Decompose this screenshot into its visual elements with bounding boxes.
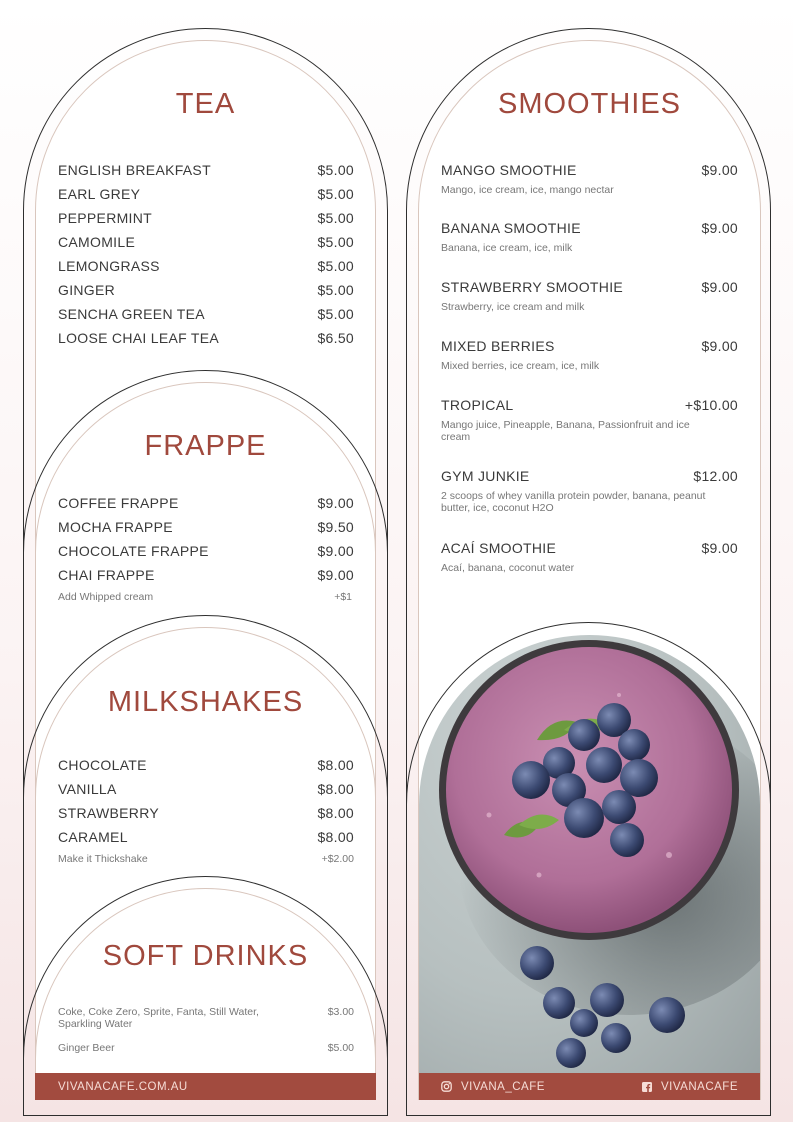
item-name: STRAWBERRY SMOOTHIE <box>441 279 624 295</box>
addon-label: Add Whipped cream <box>58 591 154 603</box>
menu-item <box>58 543 354 559</box>
addon-note <box>58 591 352 603</box>
item-description: Mango juice, Pineapple, Banana, Passionfruit and ice cream <box>441 419 690 444</box>
item-description: Acaí, banana, coconut water <box>441 562 575 574</box>
item-price: $5.00 <box>327 1042 354 1054</box>
item-price: $9.00 <box>701 162 738 178</box>
item-price: $9.00 <box>317 495 354 511</box>
menu-item <box>58 1006 354 1030</box>
menu-item <box>58 757 354 773</box>
item-name: TROPICAL <box>441 397 514 413</box>
item-price: $5.00 <box>317 258 354 274</box>
item-name: LOOSE CHAI LEAF TEA <box>58 330 220 346</box>
item-name: MIXED BERRIES <box>441 338 555 354</box>
menu-item <box>58 210 354 226</box>
item-price: $8.00 <box>317 829 354 845</box>
item-price: $5.00 <box>317 186 354 202</box>
item-name: PEPPERMINT <box>58 210 153 226</box>
item-name: COFFEE FRAPPE <box>58 495 179 511</box>
milkshakes-title: MILKSHAKES <box>107 686 304 718</box>
menu-item <box>441 220 738 254</box>
smoothie-photo <box>419 635 760 1073</box>
menu-item <box>58 330 354 346</box>
frappe-title: FRAPPE <box>144 430 267 462</box>
menu-item <box>58 186 354 202</box>
addon-price: +$2.00 <box>321 853 354 865</box>
smoothies-title: SMOOTHIES <box>497 88 681 120</box>
facebook-handle: VIVANACAFE <box>661 1080 738 1093</box>
item-name: CHOCOLATE <box>58 757 147 773</box>
item-name: GINGER <box>58 282 116 298</box>
tea-title: TEA <box>175 88 236 120</box>
item-price: $8.00 <box>317 757 354 773</box>
website-footer <box>35 1073 376 1100</box>
item-name: CHOCOLATE FRAPPE <box>58 543 209 559</box>
item-name: EARL GREY <box>58 186 141 202</box>
item-name: CAMOMILE <box>58 234 136 250</box>
menu-item <box>441 338 738 372</box>
menu-item <box>58 282 354 298</box>
item-name: Ginger Beer <box>58 1042 115 1054</box>
item-price: $5.00 <box>317 234 354 250</box>
menu-item <box>441 279 738 313</box>
menu-item <box>58 519 354 535</box>
website-link[interactable]: VIVANACAFE.COM.AU <box>58 1080 188 1093</box>
menu-item <box>58 162 354 178</box>
item-price: +$10.00 <box>684 397 738 413</box>
item-price: $5.00 <box>317 282 354 298</box>
menu-item <box>441 540 738 574</box>
menu-item <box>441 397 738 443</box>
item-price: $9.00 <box>701 540 738 556</box>
menu-item <box>441 162 738 196</box>
menu-item <box>58 495 354 511</box>
menu-item <box>58 781 354 797</box>
item-price: $8.00 <box>317 781 354 797</box>
item-price: $5.00 <box>317 162 354 178</box>
social-footer <box>419 1073 760 1100</box>
item-name: MANGO SMOOTHIE <box>441 162 577 178</box>
item-name: ACAÍ SMOOTHIE <box>441 540 557 556</box>
menu-item <box>58 1042 354 1054</box>
item-price: $5.00 <box>317 210 354 226</box>
menu-item <box>441 468 738 514</box>
item-name: Coke, Coke Zero, Sprite, Fanta, Still Water, Sparkling Water <box>58 1006 259 1031</box>
item-name: MOCHA FRAPPE <box>58 519 173 535</box>
item-price: $6.50 <box>317 330 354 346</box>
item-price: $9.00 <box>317 543 354 559</box>
item-name: CARAMEL <box>58 829 128 845</box>
item-name: LEMONGRASS <box>58 258 160 274</box>
menu-item <box>58 258 354 274</box>
item-name: SENCHA GREEN TEA <box>58 306 205 322</box>
item-description: Banana, ice cream, ice, milk <box>441 242 573 254</box>
addon-price: +$1 <box>334 591 352 603</box>
menu-item <box>58 567 354 583</box>
item-description: Mango, ice cream, ice, mango nectar <box>441 184 614 196</box>
instagram-link[interactable] <box>441 1081 545 1093</box>
item-price: $12.00 <box>693 468 738 484</box>
addon-label: Make it Thickshake <box>58 853 148 865</box>
item-description: Strawberry, ice cream and milk <box>441 301 585 313</box>
soft-drinks-title: SOFT DRINKS <box>102 940 309 972</box>
item-price: $9.00 <box>701 220 738 236</box>
instagram-icon <box>441 1081 452 1092</box>
blueberry-smoothie-illustration <box>419 635 760 1073</box>
item-name: BANANA SMOOTHIE <box>441 220 581 236</box>
item-name: CHAI FRAPPE <box>58 567 155 583</box>
menu-item <box>58 829 354 845</box>
facebook-icon <box>642 1082 652 1092</box>
item-description: Mixed berries, ice cream, ice, milk <box>441 360 600 372</box>
item-name: GYM JUNKIE <box>441 468 530 484</box>
item-price: $5.00 <box>317 306 354 322</box>
item-name: VANILLA <box>58 781 117 797</box>
item-description: 2 scoops of whey vanilla protein powder, banana, peanut butter, ice, coconut H2O <box>441 490 706 515</box>
item-price: $9.00 <box>317 567 354 583</box>
item-name: STRAWBERRY <box>58 805 160 821</box>
menu-item <box>58 234 354 250</box>
item-price: $3.00 <box>327 1006 354 1018</box>
item-price: $9.50 <box>317 519 354 535</box>
facebook-link[interactable] <box>642 1081 738 1093</box>
menu-item <box>58 805 354 821</box>
item-price: $9.00 <box>701 279 738 295</box>
instagram-handle: VIVANA_CAFE <box>461 1080 545 1093</box>
item-price: $8.00 <box>317 805 354 821</box>
addon-note <box>58 853 354 865</box>
item-name: ENGLISH BREAKFAST <box>58 162 211 178</box>
item-price: $9.00 <box>701 338 738 354</box>
menu-item <box>58 306 354 322</box>
